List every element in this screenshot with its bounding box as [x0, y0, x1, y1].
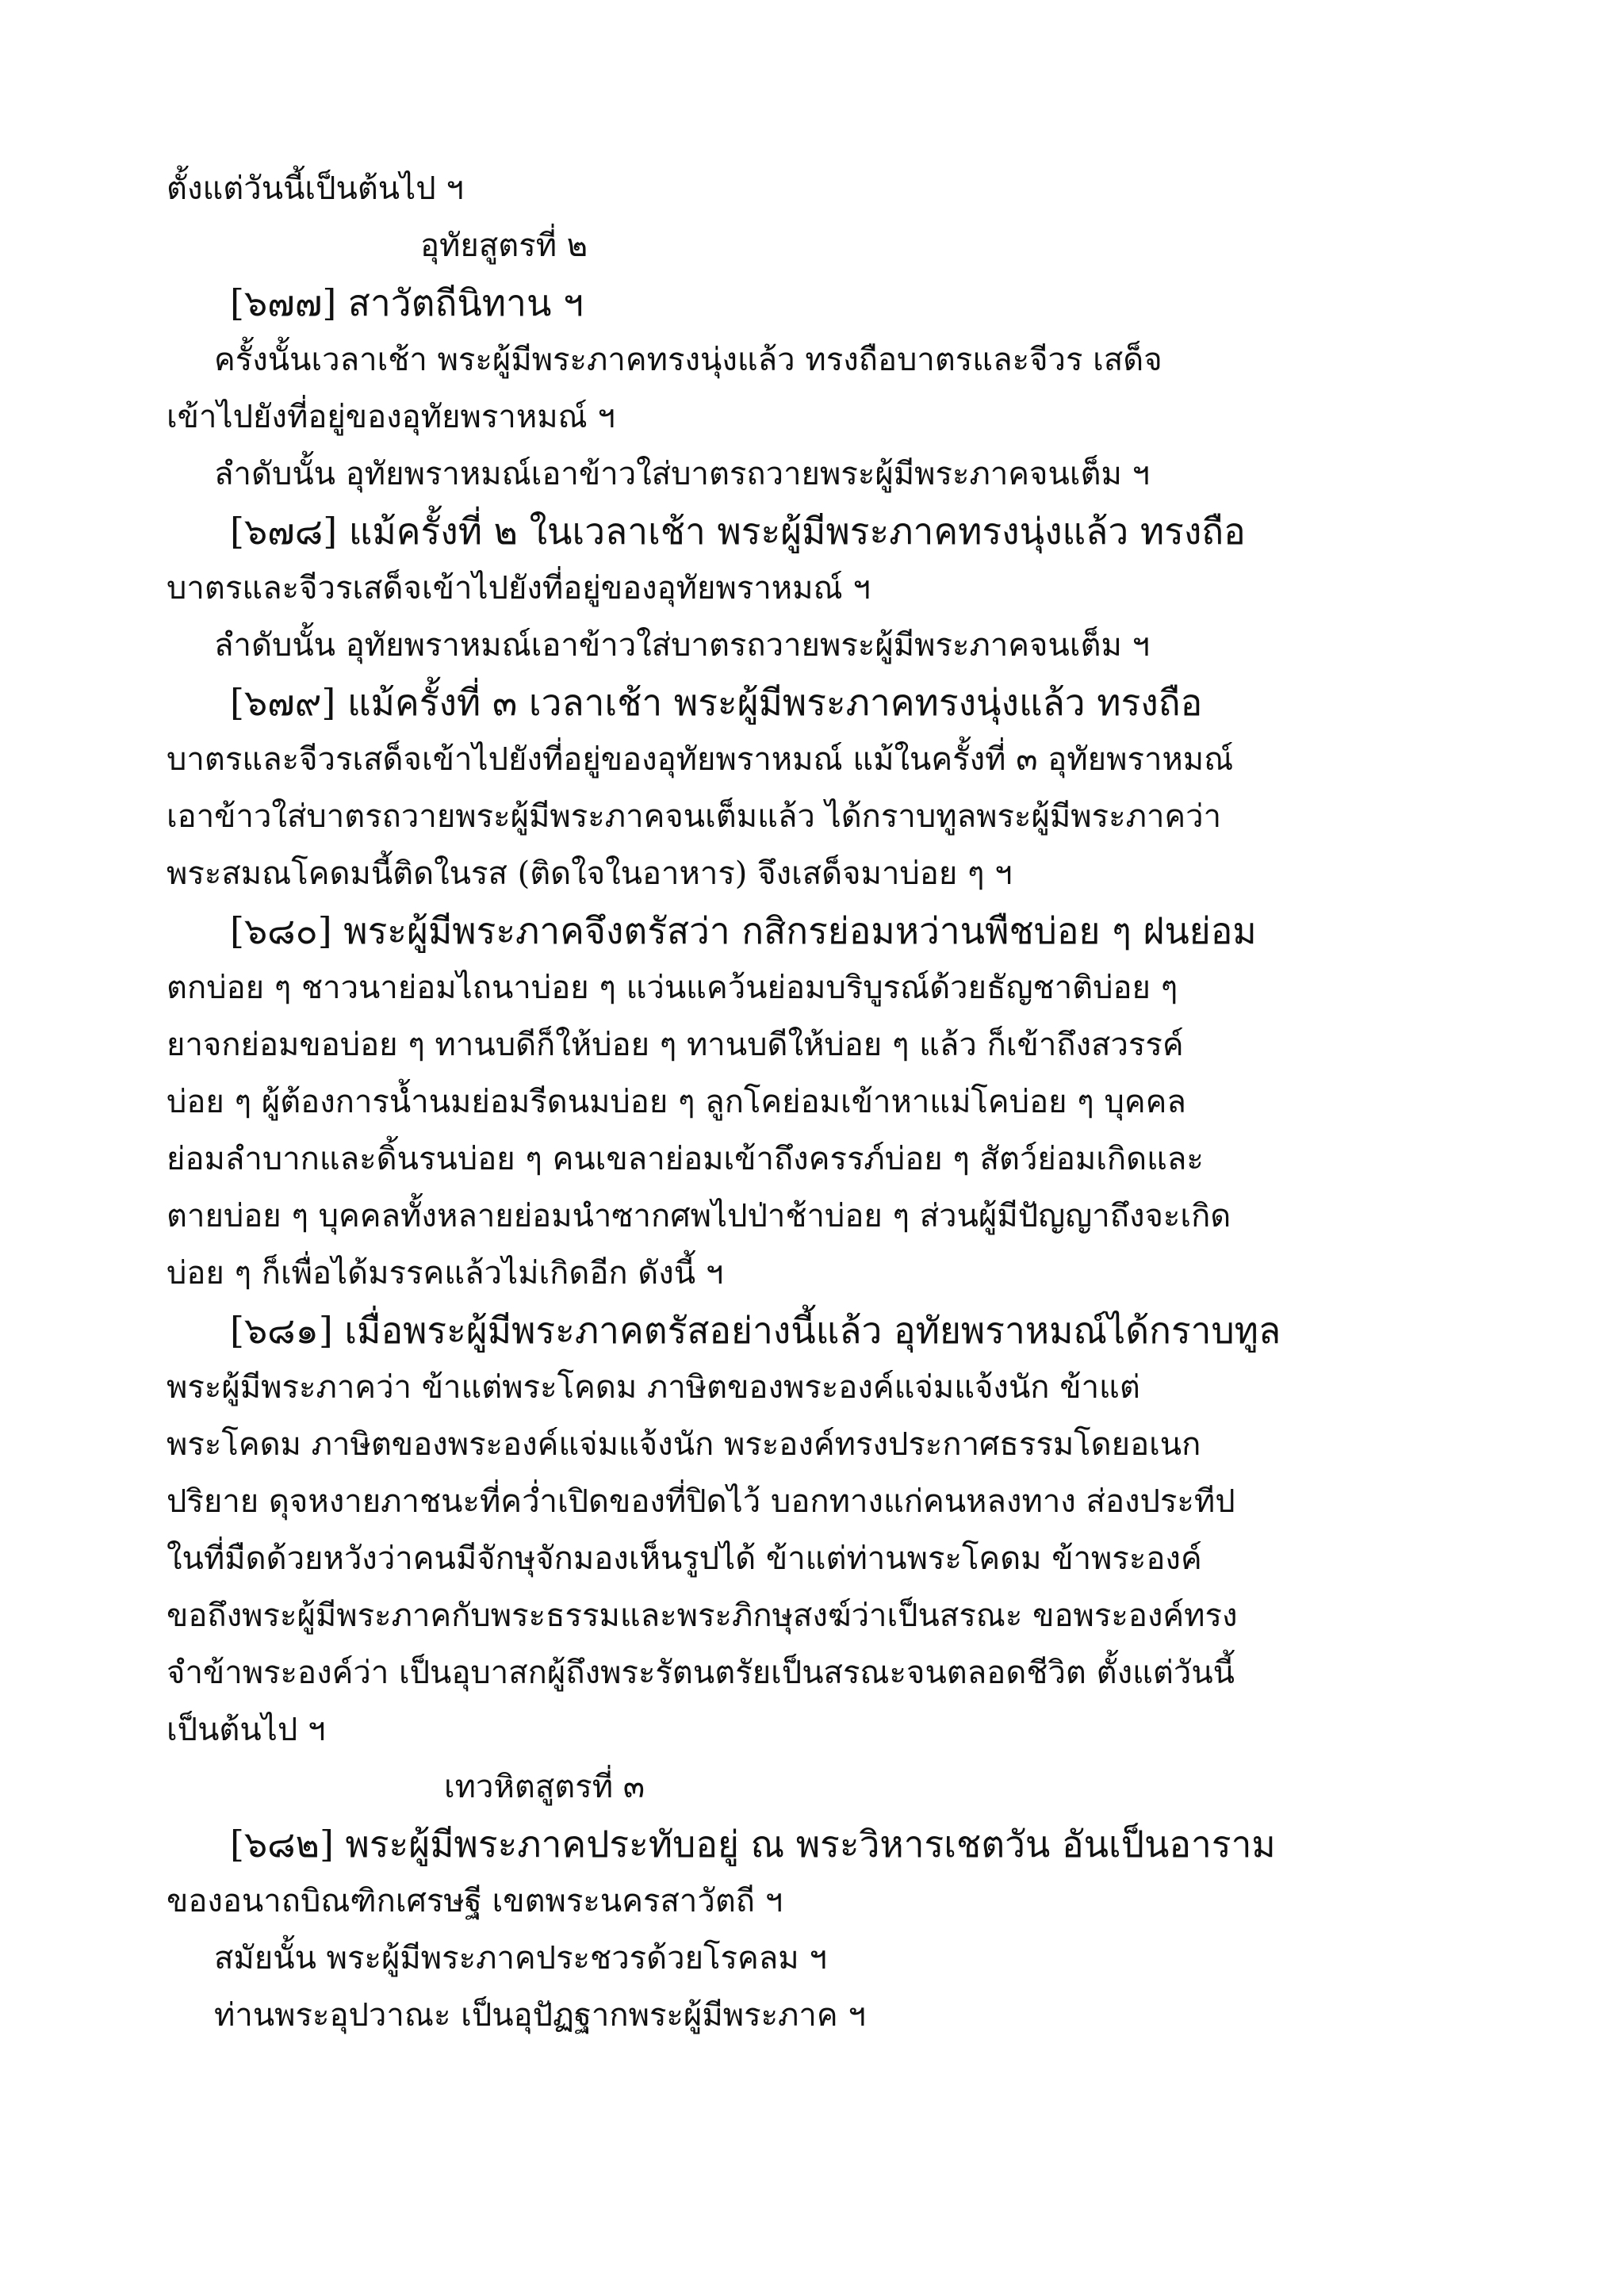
text-line: บ่อย ๆ ผู้ต้องการน้ำนมย่อมรีดนมบ่อย ๆ ลูกโคย่อมเข้าหาแม่โคบ่อย ๆ บุคคล — [167, 1084, 1186, 1120]
text-line: ปริยาย ดุจหงายภาชนะที่คว่ำเปิดของที่ปิดไว้ บอกทางแก่คนหลงทาง ส่องประทีป — [167, 1483, 1235, 1520]
section-heading: อุทัยสูตรที่ ๒ — [420, 228, 588, 264]
paragraph-start: [๖๘๐] พระผู้มีพระภาคจึงตรัสว่า กสิกรย่อมหว่านพืชบ่อย ๆ ฝนย่อม — [230, 909, 1257, 952]
text-line: เข้าไปยังที่อยู่ของอุทัยพราหมณ์ ฯ — [167, 399, 615, 435]
text-line: พระโคดม ภาษิตของพระองค์แจ่มแจ้งนัก พระองค์ทรงประกาศธรรมโดยอเนก — [167, 1426, 1201, 1463]
text-line: พระสมณโคดมนี้ติดในรส (ติดใจในอาหาร) จึงเสด็จมาบ่อย ๆ ฯ — [167, 855, 1013, 892]
paragraph-start: [๖๗๘] แม้ครั้งที่ ๒ ในเวลาเช้า พระผู้มีพระภาคทรงนุ่งแล้ว ทรงถือ — [230, 510, 1246, 553]
paragraph-start: [๖๗๙] แม้ครั้งที่ ๓ เวลาเช้า พระผู้มีพระภาคทรงนุ่งแล้ว ทรงถือ — [230, 681, 1203, 724]
text-line: ยาจกย่อมขอบ่อย ๆ ทานบดีก็ให้บ่อย ๆ ทานบดีให้บ่อย ๆ แล้ว ก็เข้าถึงสวรรค์ — [167, 1027, 1184, 1063]
text-line: ตั้งแต่วันนี้เป็นต้นไป ฯ — [167, 170, 464, 207]
text-line: เอาข้าวใส่บาตรถวายพระผู้มีพระภาคจนเต็มแล้ว ได้กราบทูลพระผู้มีพระภาคว่า — [167, 798, 1222, 835]
text-line: จำข้าพระองค์ว่า เป็นอุบาสกผู้ถึงพระรัตนตรัยเป็นสรณะจนตลอดชีวิต ตั้งแต่วันนี้ — [167, 1655, 1235, 1691]
text-line: ตายบ่อย ๆ บุคคลทั้งหลายย่อมนำซากศพไปป่าช้าบ่อย ๆ ส่วนผู้มีปัญญาถึงจะเกิด — [167, 1198, 1231, 1234]
text-line: บาตรและจีวรเสด็จเข้าไปยังที่อยู่ของอุทัยพราหมณ์ แม้ในครั้งที่ ๓ อุทัยพราหมณ์ — [167, 741, 1234, 778]
paragraph-start: [๖๘๑] เมื่อพระผู้มีพระภาคตรัสอย่างนี้แล้ว อุทัยพราหมณ์ได้กราบทูล — [230, 1309, 1281, 1352]
text-line: ตกบ่อย ๆ ชาวนาย่อมไถนาบ่อย ๆ แว่นแคว้นย่อมบริบูรณ์ด้วยธัญชาติบ่อย ๆ — [167, 970, 1178, 1006]
paragraph-start: [๖๘๒] พระผู้มีพระภาคประทับอยู่ ณ พระวิหารเชตวัน อันเป็นอาราม — [230, 1823, 1276, 1866]
text-line: ท่านพระอุปวาณะ เป็นอุปัฏฐากพระผู้มีพระภาค ฯ — [214, 1997, 866, 2034]
text-line: ในที่มืดด้วยหวังว่าคนมีจักษุจักมองเห็นรูปได้ ข้าแต่ท่านพระโคดม ข้าพระองค์ — [167, 1540, 1202, 1577]
text-line: สมัยนั้น พระผู้มีพระภาคประชวรด้วยโรคลม ฯ — [214, 1940, 827, 1976]
text-line: ครั้งนั้นเวลาเช้า พระผู้มีพระภาคทรงนุ่งแล้ว ทรงถือบาตรและจีวร เสด็จ — [214, 342, 1162, 378]
text-line: พระผู้มีพระภาคว่า ข้าแต่พระโคดม ภาษิตของพระองค์แจ่มแจ้งนัก ข้าแต่ — [167, 1369, 1140, 1406]
text-line: บาตรและจีวรเสด็จเข้าไปยังที่อยู่ของอุทัยพราหมณ์ ฯ — [167, 570, 871, 607]
text-line: เป็นต้นไป ฯ — [167, 1712, 326, 1748]
text-line: ย่อมลำบากและดิ้นรนบ่อย ๆ คนเขลาย่อมเข้าถึงครรภ์บ่อย ๆ สัตว์ย่อมเกิดและ — [167, 1141, 1204, 1177]
text-line: ลำดับนั้น อุทัยพราหมณ์เอาข้าวใส่บาตรถวายพระผู้มีพระภาคจนเต็ม ฯ — [214, 627, 1151, 664]
text-line: ขอถึงพระผู้มีพระภาคกับพระธรรมและพระภิกษุสงฆ์ว่าเป็นสรณะ ขอพระองค์ทรง — [167, 1598, 1238, 1634]
text-line: บ่อย ๆ ก็เพื่อได้มรรคแล้วไม่เกิดอีก ดังนี้ ฯ — [167, 1255, 724, 1292]
text-line: ลำดับนั้น อุทัยพราหมณ์เอาข้าวใส่บาตรถวายพระผู้มีพระภาคจนเต็ม ฯ — [214, 456, 1151, 492]
section-heading: เทวหิตสูตรที่ ๓ — [444, 1769, 645, 1805]
paragraph-start: [๖๗๗] สาวัตถีนิทาน ฯ — [230, 281, 584, 324]
text-line: ของอนาถบิณฑิกเศรษฐี เขตพระนครสาวัตถี ฯ — [167, 1883, 783, 1919]
